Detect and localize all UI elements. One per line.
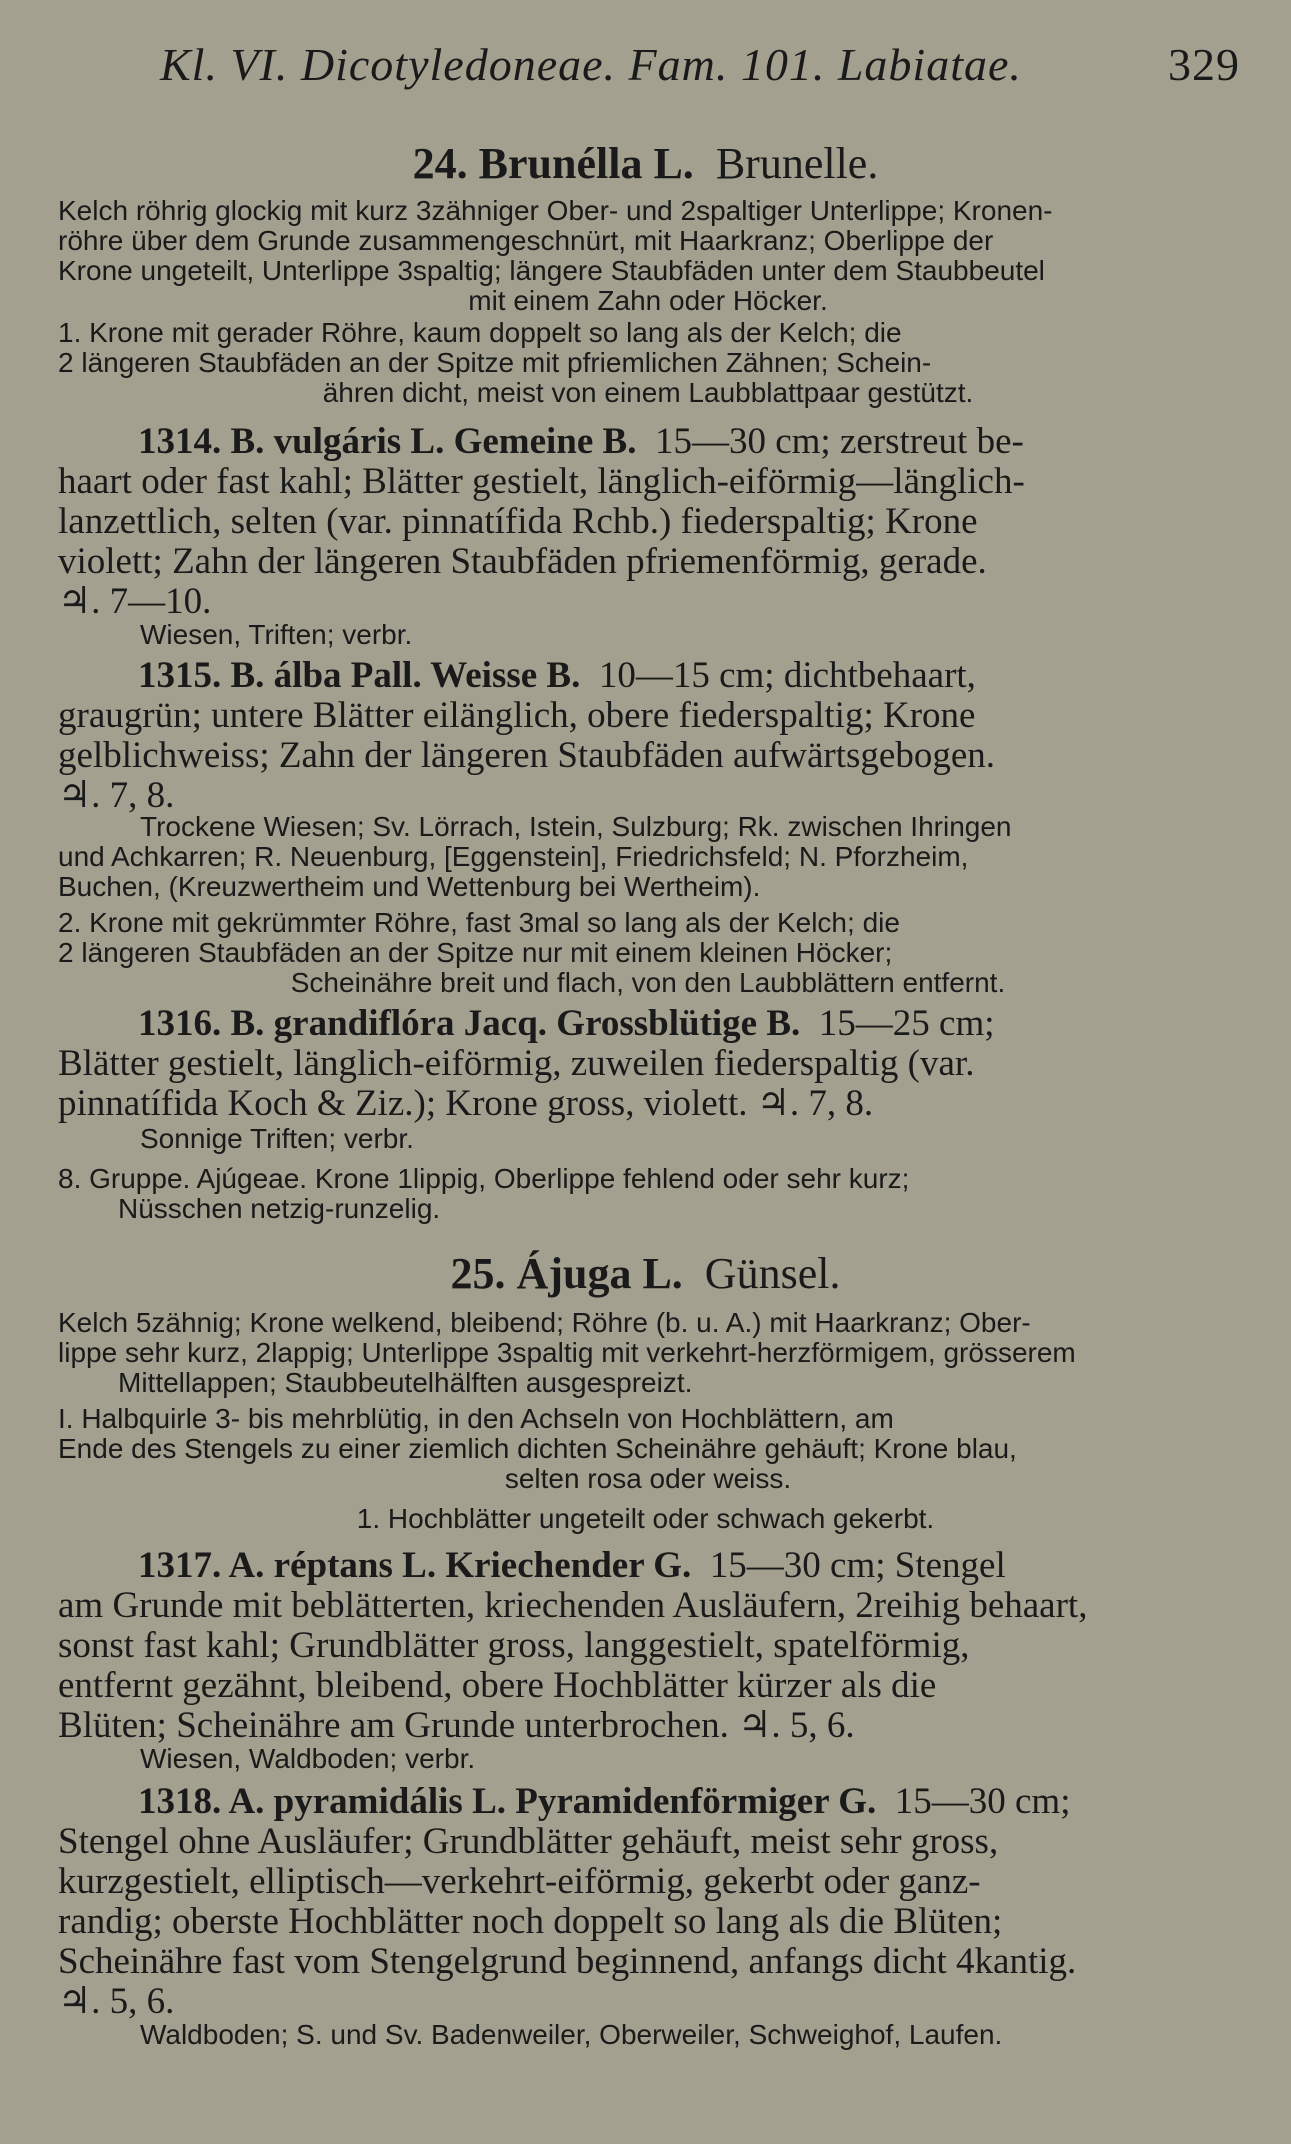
key-section-1 [0,1504,1291,1534]
genus-description [58,1308,1238,1398]
habitat-1314 [140,620,1240,650]
key-section-1 [58,318,1238,408]
habitat-text: Sonnige Triften; verbr. [140,1123,414,1154]
species-line: 15—30 cm; zerstreut be- [654,421,1024,462]
habitat-1315 [58,812,1238,902]
group-line: 8. Gruppe. Ajúgeae. Krone 1lippig, Oberlippe fehlend oder sehr kurz; [58,1163,910,1194]
species-line: kurzgestielt, elliptisch—verkehrt-eiförmig, gekerbt oder ganz- [58,1861,981,1902]
habitat-text: Wiesen, Waldboden; verbr. [140,1743,476,1774]
page-number: 329 [1168,39,1240,90]
habitat-1318 [140,2020,1240,2050]
key-line: 2 längeren Staubfäden an der Spitze nur mit einem kleinen Höcker; [58,937,893,968]
key-line: selten rosa oder weiss. [504,1463,792,1494]
species-name: 1317. A. réptans L. Kriechender G. [138,1545,692,1586]
species-1315 [58,656,1238,816]
key-line: 2 längeren Staubfäden an der Spitze mit pfriemlichen Zähnen; Schein- [58,347,932,378]
species-line: graugrün; untere Blätter eilänglich, obere fiederspaltig; Krone [58,695,976,736]
species-1314 [58,422,1238,622]
key-line: Scheinähre breit und flach, von den Laubblättern entfernt. [290,967,1006,998]
species-line: 15—30 cm; Stengel [709,1545,1006,1586]
species-line: randig; oberste Hochblätter noch doppelt so lang als die Blüten; [58,1901,1003,1942]
species-1318 [58,1782,1238,2022]
habitat-line: Buchen, (Kreuzwertheim und Wettenburg bei Wertheim). [58,871,761,902]
key-line: Ende des Stengels zu einer ziemlich dichten Scheinähre gehäuft; Krone blau, [58,1433,1017,1464]
species-line: gelblichweiss; Zahn der längeren Staubfäden aufwärtsgebogen. [58,735,995,776]
species-name: 1318. A. pyramidális L. Pyramidenförmiger G. [138,1781,877,1822]
habitat-line: Trockene Wiesen; Sv. Lörrach, Istein, Sulzburg; Rk. zwischen Ihringen [140,811,1012,842]
species-line: sonst fast kahl; Grundblätter gross, langgestielt, spatelförmig, [58,1625,970,1666]
species-line: lanzettlich, selten (var. pinnatífida Rchb.) fiederspaltig; Krone [58,501,978,542]
description-line: Kelch röhrig glockig mit kurz 3zähniger Ober- und 2spaltiger Unterlippe; Kronen- [58,195,1053,226]
habitat-1316 [140,1124,1240,1154]
description-line: lippe sehr kurz, 2lappig; Unterlippe 3spaltig mit verkehrt-herzförmigem, grösserem [58,1337,1076,1368]
description-line: mit einem Zahn oder Höcker. [468,285,828,316]
key-line: 2. Krone mit gekrümmter Röhre, fast 3mal so lang als der Kelch; die [58,907,900,938]
habitat-1317 [140,1744,1240,1774]
key-line: 1. Krone mit gerader Röhre, kaum doppelt so lang als der Kelch; die [58,317,902,348]
habitat-text: Wiesen, Triften; verbr. [140,619,413,650]
species-1316 [58,1004,1238,1124]
description-line: Kelch 5zähnig; Krone welkend, bleibend; Röhre (b. u. A.) mit Haarkranz; Ober- [58,1307,1031,1338]
description-line: Krone ungeteilt, Unterlippe 3spaltig; längere Staubfäden unter dem Staubbeutel [58,255,1045,286]
genus-heading-brunella [0,138,1291,189]
species-line: Blätter gestielt, länglich-eiförmig, zuweilen fiederspaltig (var. [58,1043,975,1084]
header-title: Kl. VI. Dicotyledoneae. Fam. 101. Labiatae. [160,39,1022,90]
species-line: Stengel ohne Ausläufer; Grundblätter gehäuft, meist sehr gross, [58,1821,999,1862]
species-line: am Grunde mit beblätterten, kriechenden Ausläufern, 2reihig behaart, [58,1585,1088,1626]
species-line: violett; Zahn der längeren Staubfäden pfriemenförmig, gerade. [58,541,987,582]
key-line: ähren dicht, meist von einem Laubblattpaar gestützt. [322,377,974,408]
group-line: Nüsschen netzig-runzelig. [118,1193,441,1224]
habitat-text: Waldboden; S. und Sv. Badenweiler, Oberweiler, Schweighof, Laufen. [140,2019,1003,2050]
species-line: ♃. 7, 8. [58,775,175,816]
species-line: Scheinähre fast vom Stengelgrund beginnend, anfangs dicht 4kantig. [58,1941,1077,1982]
key-section-I [58,1404,1238,1494]
genus-common-name: Brunelle. [715,139,879,188]
key-section-2 [58,908,1238,998]
running-header [160,38,1240,98]
genus-common-name: Günsel. [704,1249,841,1298]
description-line: röhre über dem Grunde zusammengeschnürt, mit Haarkranz; Oberlippe der [58,225,994,256]
species-line: haart oder fast kahl; Blätter gestielt, länglich-eiförmig—länglich- [58,461,1025,502]
species-name: 1316. B. grandiflóra Jacq. Grossblütige B. [138,1003,801,1044]
genus-name: 24. Brunélla L. [412,139,694,188]
species-line: ♃. 5, 6. [58,1981,175,2022]
key-line: I. Halbquirle 3- bis mehrblütig, in den Achseln von Hochblättern, am [58,1403,894,1434]
key-line: 1. Hochblätter ungeteilt oder schwach gekerbt. [356,1503,935,1534]
species-line: entfernt gezähnt, bleibend, obere Hochblätter kürzer als die [58,1665,937,1706]
group-8 [58,1164,1238,1224]
species-line: pinnatífida Koch & Ziz.); Krone gross, violett. ♃. 7, 8. [58,1083,874,1124]
species-line: 15—30 cm; [894,1781,1071,1822]
species-name: 1315. B. álba Pall. Weisse B. [138,655,581,696]
species-line: 10—15 cm; dichtbehaart, [598,655,976,696]
habitat-line: und Achkarren; R. Neuenburg, [Eggenstein], Friedrichsfeld; N. Pforzheim, [58,841,969,872]
genus-name: 25. Ájuga L. [450,1249,683,1298]
species-1317 [58,1546,1238,1746]
genus-heading-ajuga [0,1248,1291,1299]
species-line: Blüten; Scheinähre am Grunde unterbrochen. ♃. 5, 6. [58,1705,855,1746]
description-line: Mittellappen; Staubbeutelhälften ausgespreizt. [118,1367,693,1398]
species-name: 1314. B. vulgáris L. Gemeine B. [138,421,637,462]
species-line: 15—25 cm; [818,1003,995,1044]
species-line: ♃. 7—10. [58,581,212,622]
genus-description [58,196,1238,316]
